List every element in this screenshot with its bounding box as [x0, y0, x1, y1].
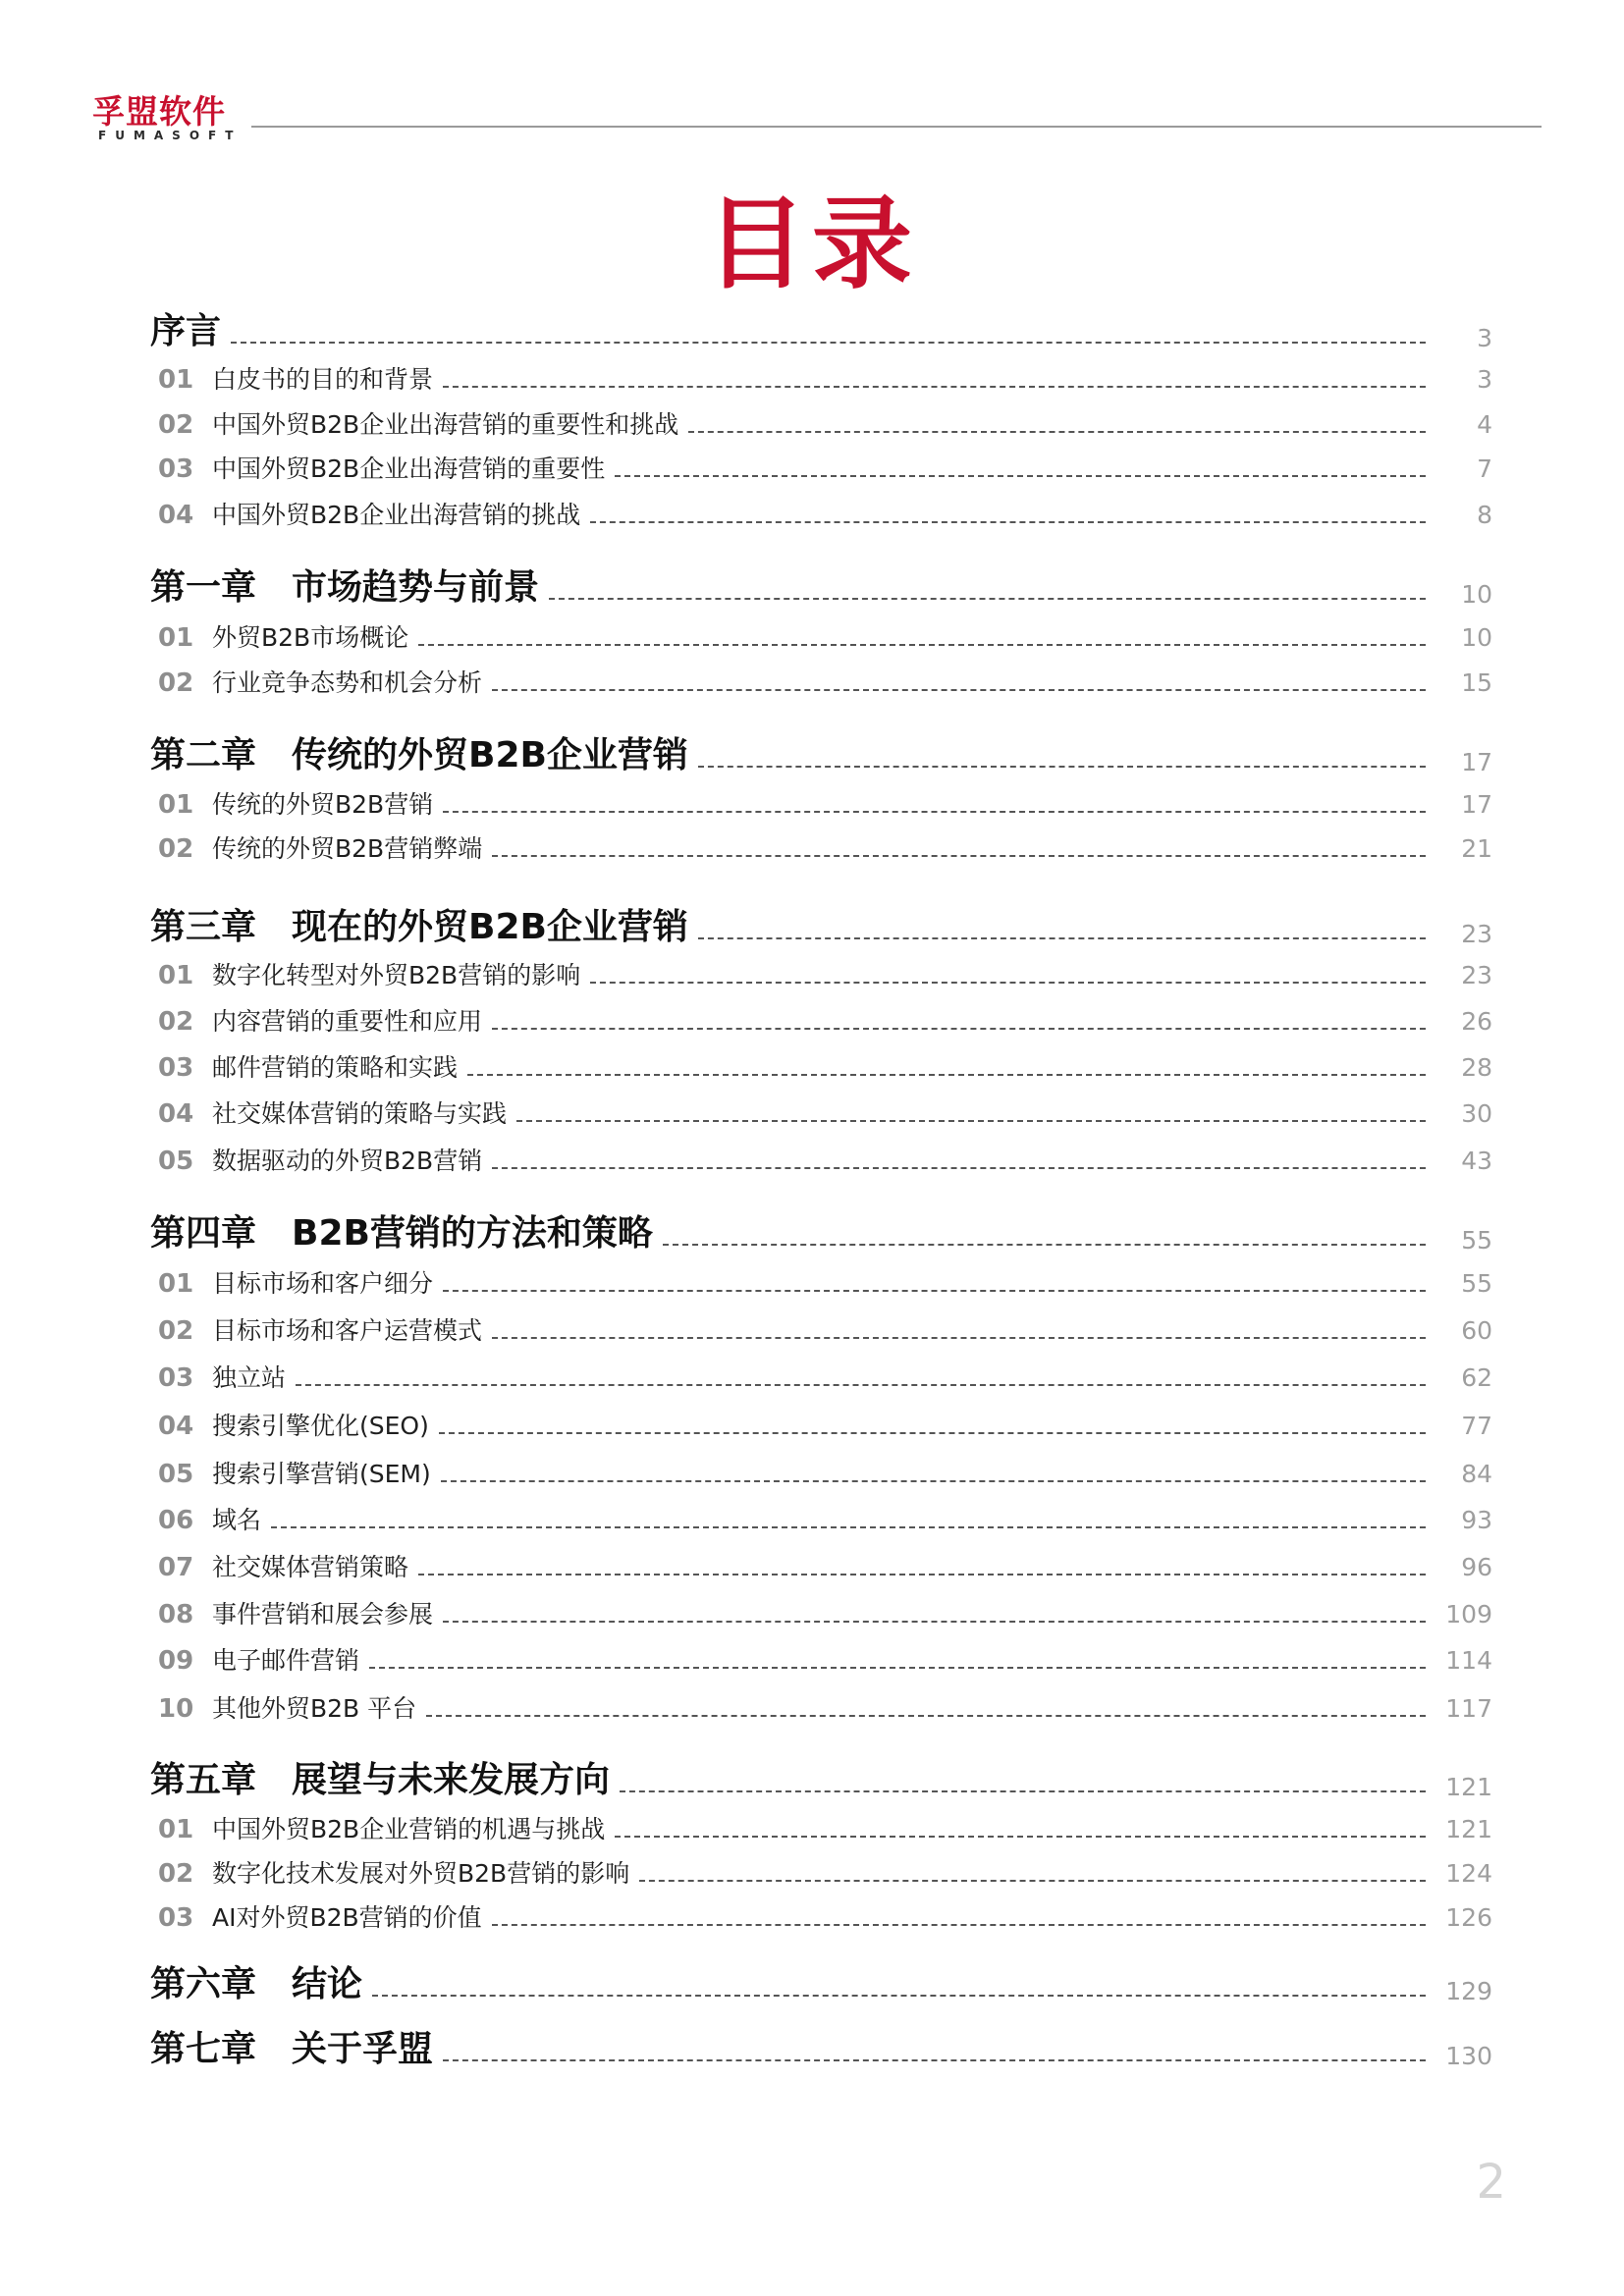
dotted-leader: [443, 811, 1426, 813]
toc-entry-number: 02: [158, 834, 194, 864]
toc-entry-page: 23: [1461, 961, 1492, 989]
toc-entry-page: 4: [1477, 410, 1492, 439]
dotted-leader: [467, 1074, 1426, 1076]
toc-entry-number: 01: [158, 790, 194, 820]
toc-entry-label: 传统的外贸B2B营销弊端: [212, 834, 483, 863]
toc-entry-number: 04: [158, 1412, 194, 1441]
toc-entry-label: 社交媒体营销策略: [212, 1553, 409, 1581]
dotted-leader: [639, 1880, 1426, 1882]
toc-entry-number: 01: [158, 365, 194, 395]
toc-section-entry[interactable]: [150, 623, 1492, 653]
toc-entry-label: 中国外贸B2B企业出海营销的挑战: [212, 501, 581, 529]
toc-entry-label: AI对外贸B2B营销的价值: [212, 1903, 482, 1932]
toc-section-entry[interactable]: [150, 668, 1492, 698]
toc-section-entry[interactable]: [150, 1269, 1492, 1299]
toc-section-entry[interactable]: [150, 501, 1492, 530]
toc-entry-page: 10: [1461, 623, 1492, 652]
toc-section-entry[interactable]: [150, 1646, 1492, 1676]
toc-entry-number: 06: [158, 1506, 194, 1535]
toc-entry-page: 17: [1461, 748, 1492, 776]
toc-entry-number: 02: [158, 1859, 194, 1889]
fumasoft-logo: [92, 94, 242, 142]
toc-entry-page: 30: [1461, 1099, 1492, 1128]
toc-section-entry[interactable]: [150, 1147, 1492, 1176]
dotted-leader: [441, 1480, 1426, 1482]
toc-section-entry[interactable]: [150, 454, 1492, 484]
toc-entry-page: 109: [1445, 1600, 1492, 1629]
toc-section-entry[interactable]: [150, 1099, 1492, 1129]
toc-section-entry[interactable]: [150, 834, 1492, 864]
toc-section-entry[interactable]: [150, 1007, 1492, 1037]
toc-entry-page: 21: [1461, 834, 1492, 863]
toc-section-entry[interactable]: [150, 1053, 1492, 1083]
toc-entry-label: 其他外贸B2B 平台: [212, 1694, 417, 1723]
dotted-leader: [443, 386, 1426, 388]
toc-entry-label: 社交媒体营销的策略与实践: [212, 1099, 508, 1128]
page-title: 目录: [706, 187, 918, 303]
toc-entry-page: 114: [1445, 1646, 1492, 1675]
toc-entry-page: 121: [1445, 1773, 1492, 1801]
dotted-leader: [492, 1337, 1426, 1339]
toc-entry-label: 第七章 关于孚盟: [150, 2029, 434, 2069]
toc-entry-page: 96: [1461, 1553, 1492, 1581]
dotted-leader: [443, 2059, 1426, 2061]
dotted-leader: [418, 644, 1426, 646]
toc-entry-number: 02: [158, 410, 194, 440]
toc-entry-label: 第六章 结论: [150, 1964, 363, 2004]
toc-entry-number: 03: [158, 1363, 194, 1393]
dotted-leader: [615, 475, 1426, 477]
toc-entry-page: 129: [1445, 1977, 1492, 2005]
toc-section-entry[interactable]: [150, 1460, 1492, 1489]
toc-entry-page: 26: [1461, 1007, 1492, 1036]
toc-entry-page: 124: [1445, 1859, 1492, 1888]
dotted-leader: [443, 1290, 1426, 1292]
toc-entry-label: 内容营销的重要性和应用: [212, 1007, 483, 1036]
toc-entry-number: 04: [158, 1099, 194, 1129]
toc-entry-page: 77: [1461, 1412, 1492, 1440]
toc-entry-number: 05: [158, 1147, 194, 1176]
toc-entry-number: 01: [158, 1269, 194, 1299]
dotted-leader: [698, 766, 1426, 768]
toc-entry-page: 8: [1477, 501, 1492, 529]
toc-entry-page: 62: [1461, 1363, 1492, 1392]
toc-entry-label: 电子邮件营销: [212, 1646, 360, 1675]
dotted-leader: [369, 1667, 1426, 1669]
toc-entry-page: 84: [1461, 1460, 1492, 1488]
page-header: [92, 92, 1542, 142]
dotted-leader: [492, 689, 1426, 691]
toc-entry-number: 01: [158, 961, 194, 990]
toc-entry-label: 目标市场和客户运营模式: [212, 1316, 483, 1345]
dotted-leader: [492, 1167, 1426, 1169]
dotted-leader: [231, 342, 1426, 344]
toc-chapter-entry[interactable]: [150, 1963, 1492, 2006]
toc-entry-label: 中国外贸B2B企业出海营销的重要性和挑战: [212, 410, 679, 439]
dotted-leader: [296, 1384, 1426, 1386]
page-number: 2: [1476, 2155, 1506, 2210]
toc-entry-label: 第五章 展望与未来发展方向: [150, 1760, 611, 1800]
toc-section-entry[interactable]: [150, 1859, 1492, 1889]
toc-entry-label: 独立站: [212, 1363, 287, 1392]
toc-entry-label: 中国外贸B2B企业营销的机遇与挑战: [212, 1815, 606, 1843]
toc-entry-page: 28: [1461, 1053, 1492, 1082]
toc-entry-page: 55: [1461, 1226, 1492, 1255]
toc-entry-number: 04: [158, 501, 194, 530]
toc-entry-label: 第一章 市场趋势与前景: [150, 567, 540, 608]
header-divider: [251, 126, 1542, 128]
toc-chapter-entry[interactable]: [150, 2028, 1492, 2071]
toc-section-entry[interactable]: [150, 1363, 1492, 1393]
dotted-leader: [698, 937, 1426, 939]
toc-entry-page: 130: [1445, 2042, 1492, 2070]
toc-section-entry[interactable]: [150, 1553, 1492, 1582]
toc-entry-number: 10: [158, 1694, 194, 1724]
toc-entry-label: 白皮书的目的和背景: [212, 365, 434, 394]
dotted-leader: [492, 1924, 1426, 1926]
dotted-leader: [443, 1621, 1426, 1623]
toc-chapter-entry[interactable]: [150, 906, 1492, 949]
toc-entry-page: 121: [1445, 1815, 1492, 1843]
toc-chapter-entry[interactable]: [150, 1759, 1492, 1802]
toc-section-entry[interactable]: [150, 1412, 1492, 1441]
toc-section-entry[interactable]: [150, 1815, 1492, 1844]
toc-entry-page: 23: [1461, 920, 1492, 948]
dotted-leader: [439, 1432, 1426, 1434]
dotted-leader: [620, 1790, 1426, 1792]
toc-entry-number: 03: [158, 1053, 194, 1083]
toc-section-entry[interactable]: [150, 1506, 1492, 1535]
toc-chapter-entry[interactable]: [150, 1212, 1492, 1255]
dotted-leader: [492, 1028, 1426, 1030]
dotted-leader: [271, 1526, 1426, 1528]
toc-entry-page: 15: [1461, 668, 1492, 697]
toc-entry-label: 序言: [150, 311, 222, 351]
toc-entry-label: 目标市场和客户细分: [212, 1269, 434, 1298]
toc-entry-number: 02: [158, 1007, 194, 1037]
toc-entry-label: 传统的外贸B2B营销: [212, 790, 434, 819]
toc-entry-label: 第二章 传统的外贸B2B企业营销: [150, 735, 688, 775]
toc-entry-label: 域名: [212, 1506, 262, 1534]
toc-entry-page: 17: [1461, 790, 1492, 819]
toc-section-entry[interactable]: [150, 1600, 1492, 1629]
dotted-leader: [418, 1574, 1426, 1575]
toc-chapter-entry[interactable]: [150, 310, 1492, 353]
toc-entry-number: 01: [158, 1815, 194, 1844]
toc-entry-label: 搜索引擎营销(SEM): [212, 1460, 431, 1488]
toc-section-entry[interactable]: [150, 1903, 1492, 1933]
toc-entry-number: 08: [158, 1600, 194, 1629]
toc-entry-label: 事件营销和展会参展: [212, 1600, 434, 1629]
toc-entry-page: 126: [1445, 1903, 1492, 1932]
toc-entry-number: 07: [158, 1553, 194, 1582]
toc-entry-number: 03: [158, 1903, 194, 1933]
toc-entry-page: 55: [1461, 1269, 1492, 1298]
toc-section-entry[interactable]: [150, 961, 1492, 990]
toc-entry-label: 数据驱动的外贸B2B营销: [212, 1147, 483, 1175]
toc-entry-page: 7: [1477, 454, 1492, 483]
dotted-leader: [590, 521, 1426, 523]
toc-entry-number: 02: [158, 668, 194, 698]
dotted-leader: [688, 431, 1426, 433]
toc-entry-page: 60: [1461, 1316, 1492, 1345]
toc-entry-page: 117: [1445, 1694, 1492, 1723]
toc-entry-page: 93: [1461, 1506, 1492, 1534]
dotted-leader: [492, 855, 1426, 857]
toc-section-entry[interactable]: [150, 1694, 1492, 1724]
logo-en-text: FUMASOFT: [98, 129, 243, 142]
toc-entry-label: 行业竞争态势和机会分析: [212, 668, 483, 697]
dotted-leader: [615, 1836, 1426, 1838]
toc-entry-label: 数字化转型对外贸B2B营销的影响: [212, 961, 581, 989]
toc-entry-label: 第三章 现在的外贸B2B企业营销: [150, 907, 688, 947]
toc-entry-label: 搜索引擎优化(SEO): [212, 1412, 429, 1440]
toc-entry-number: 02: [158, 1316, 194, 1346]
toc-entry-number: 01: [158, 623, 194, 653]
toc-entry-number: 05: [158, 1460, 194, 1489]
toc-entry-page: 43: [1461, 1147, 1492, 1175]
toc-section-entry[interactable]: [150, 790, 1492, 820]
toc-entry-page: 3: [1477, 365, 1492, 394]
logo-cn-text: 孚盟软件: [92, 92, 226, 131]
toc-section-entry[interactable]: [150, 1316, 1492, 1346]
dotted-leader: [372, 1995, 1426, 1997]
dotted-leader: [549, 598, 1426, 600]
toc-section-entry[interactable]: [150, 365, 1492, 395]
toc-entry-page: 10: [1461, 580, 1492, 609]
toc-entry-page: 3: [1477, 324, 1492, 352]
toc-entry-label: 数字化技术发展对外贸B2B营销的影响: [212, 1859, 630, 1888]
toc-entry-label: 第四章 B2B营销的方法和策略: [150, 1213, 653, 1254]
toc-entry-number: 03: [158, 454, 194, 484]
toc-chapter-entry[interactable]: [150, 734, 1492, 777]
toc-entry-label: 外贸B2B市场概论: [212, 623, 409, 652]
dotted-leader: [516, 1120, 1426, 1122]
dotted-leader: [590, 982, 1426, 984]
toc-entry-number: 09: [158, 1646, 194, 1676]
toc-entry-label: 中国外贸B2B企业出海营销的重要性: [212, 454, 606, 483]
toc-entry-label: 邮件营销的策略和实践: [212, 1053, 459, 1082]
dotted-leader: [426, 1715, 1426, 1717]
toc-chapter-entry[interactable]: [150, 566, 1492, 610]
dotted-leader: [663, 1244, 1426, 1246]
toc-section-entry[interactable]: [150, 410, 1492, 440]
